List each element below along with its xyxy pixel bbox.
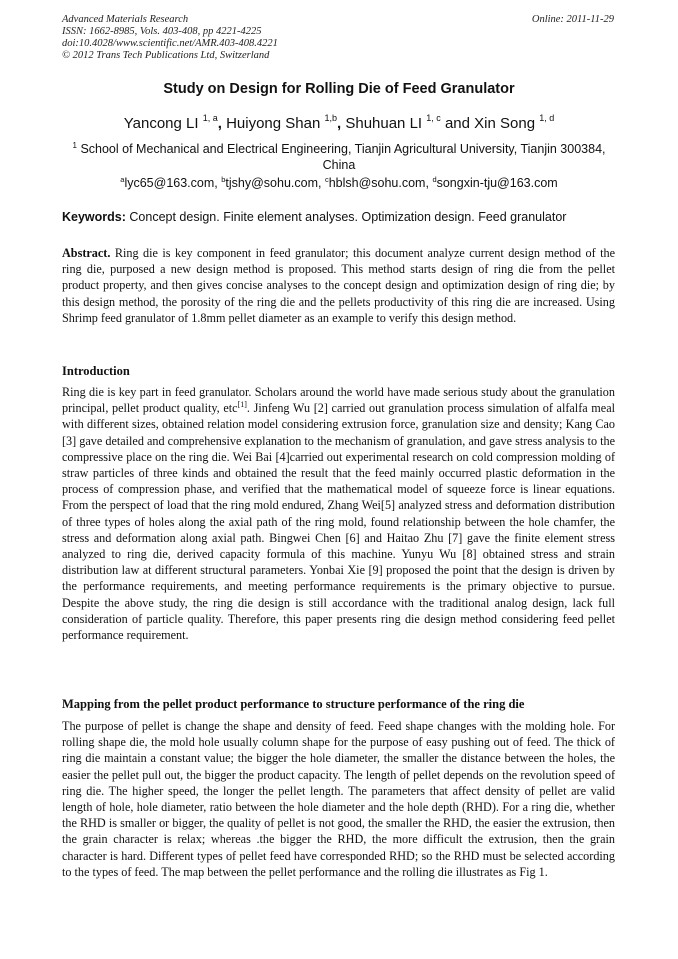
author-affil-sup: 1, a bbox=[202, 113, 218, 123]
abstract bbox=[62, 245, 615, 326]
introduction-heading: Introduction bbox=[62, 364, 130, 378]
keywords bbox=[62, 210, 616, 224]
affiliation-text: School of Mechanical and Electrical Engineering, Tianjin Agricultural University, Tianjin 300384, China bbox=[80, 142, 606, 172]
email-address: tjshy@sohu.com, bbox=[225, 176, 322, 190]
author-name: Xin Song bbox=[474, 115, 536, 132]
doi-line: doi:10.4028/www.scientific.net/AMR.403-408.4221 bbox=[62, 38, 278, 49]
email-sup: a bbox=[120, 175, 125, 184]
journal-header bbox=[62, 14, 614, 62]
author-name: Yancong LI bbox=[123, 115, 199, 132]
paper-title: Study on Design for Rolling Die of Feed Granulator bbox=[163, 81, 515, 97]
abstract-label: Abstract. bbox=[62, 246, 111, 260]
introduction-text-2: . Jinfeng Wu [2] carried out granulation process simulation of alfalfa meal with different sizes, obtained relation model considering extrusion force, granulation size and density; Kang Cao [3] gave detailed and comprehensive explanation to the mechanism of granulation, and gave stress analysis to the compressive place on the ring die. Wei Bai [4]carried out experimental research on cold compression molding of straw particles of three kinds and obtained the result that the feed mainly occurred plastic deformation in the process of compression phase, and verified that the mathematical model of squeeze force is linear equations. From the perspect of load that the ring mold endured, Zhang Wei[5] analyzed stress and deformation distribution of three types of holes along the axial path of the ring mold, found relationship between the hole chamfer, the stress and deformation along axial path. Bingwei Chen [6] and Haitao Zhu [7] gave the finite element stress analyzed to ring die, derived capacity formula of this machine. Yunyu Wu [8] obtained stress and strain distribution law at different structural parameters. Yonbai Xie [9] proposed the point that the design is driven by the performance requirements, and meeting performance requirements is the primary objective to pursue. Despite the above study, the ring die design is still accordance with the traditional analog design, lack full consideration of particle quality. Therefore, this paper presents ring die design method considering feed pellet performance requirement. bbox=[62, 401, 615, 643]
keywords-text: Concept design. Finite element analyses. Optimization design. Feed granulator bbox=[129, 210, 567, 224]
affiliation-sup: 1 bbox=[72, 141, 77, 150]
author-separator: , bbox=[337, 115, 342, 132]
author-separator: , bbox=[217, 115, 222, 132]
email-sup: c bbox=[324, 175, 329, 184]
author-affil-sup: 1,b bbox=[324, 113, 337, 123]
author-affil-sup: 1, c bbox=[426, 113, 441, 123]
author-separator-and: and bbox=[440, 115, 475, 132]
email-sup: d bbox=[432, 175, 437, 184]
online-date: Online: 2011-11-29 bbox=[531, 14, 614, 25]
email-address: hblsh@sohu.com, bbox=[328, 176, 429, 190]
abstract-text: Ring die is key component in feed granulator; this document analyze current design method of the ring die, purposed a new design method is proposed. This method starts design of ring die from the pellet product property, and then gives concise analyses to the concept design and optimization design of ring die; by this design method, the porosity of the ring die and the pellets productivity of this ring die are increased. Using Shrimp feed granulator of 1.8mm pellet diameter as an example to verify this design method. bbox=[62, 246, 616, 325]
author-affil-sup: 1, d bbox=[539, 113, 555, 123]
mapping-heading: Mapping from the pellet product performance to structure performance of the ring die bbox=[62, 697, 525, 711]
email-list bbox=[62, 175, 616, 190]
email-address: songxin-tju@163.com bbox=[436, 176, 558, 190]
copyright-line: © 2012 Trans Tech Publications Ltd, Switzerland bbox=[62, 50, 270, 61]
citation-ref: [1] bbox=[237, 400, 247, 410]
email-address: lyc65@163.com, bbox=[124, 176, 218, 190]
affiliation bbox=[62, 138, 616, 173]
author-name: Shuhuan LI bbox=[345, 115, 423, 132]
author-list bbox=[62, 113, 616, 132]
issn-line: ISSN: 1662-8985, Vols. 403-408, pp 4221-4225 bbox=[62, 26, 262, 37]
email-sup: b bbox=[221, 175, 226, 184]
introduction-body bbox=[62, 384, 615, 643]
mapping-body: The purpose of pellet is change the shape and density of feed. Feed shape changes with the molding hole. For rolling shape die, the mold hole usually column shape for the purpose of easy pushing out of feed. The thick of ring die maintain a constant value; the bigger the hole diameter, the smaller the distance between the holes, the easier the pellet pull out, the bigger the product capacity. The length of pellet depends on the revolution speed of ring die. The higher speed, the longer the pellet length. The parameters that affect density of pellet are valid length of hole, hole diameter, ratio between the hole diameter and the hole depth (RHD). For a ring die, whether the RHD is smaller or bigger, the quality of pellet is not good, the smaller the RHD, the easier the extrusion, then the grain character is relax; whereas .the bigger the RHD, the more difficult the extrusion, then the grain character is hard. Different types of pellet feed have corresponded RHD; so the RHD must be selected according to the types of feed. The map between the pellet performance and the rolling die illustrates as Fig 1. bbox=[62, 719, 615, 879]
journal-name: Advanced Materials Research bbox=[62, 14, 189, 25]
keywords-label: Keywords: bbox=[62, 210, 126, 224]
introduction-text-1: Ring die is key part in feed granulator. Scholars around the world have made serious study about the granulation principal, pellet product quality, etc bbox=[62, 385, 615, 416]
author-name: Huiyong Shan bbox=[226, 115, 321, 132]
